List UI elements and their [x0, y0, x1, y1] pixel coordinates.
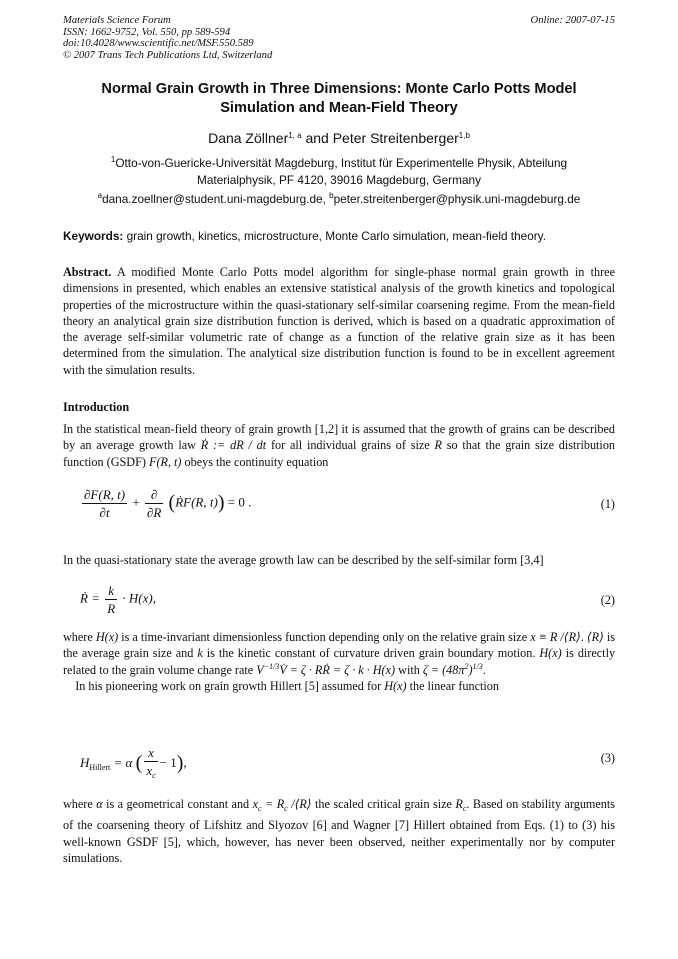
gsdf-symbol: F(R, t)	[149, 454, 182, 469]
equation-3: $H_{Hillert} = \alpha$ ( $\frac{x}{x_c}$ − 1),	[80, 744, 187, 784]
p5-xc-eq: = R	[265, 797, 285, 811]
p3-volume-rate-expr	[256, 663, 395, 677]
affiliation-line-2: Materialphysik, PF 4120, 39016 Magdeburg, Germany	[197, 172, 481, 187]
p5-rc-expr	[455, 797, 466, 811]
intro-paragraph-1	[63, 421, 615, 470]
author-and: and	[301, 130, 333, 146]
p3-text-d: is the average grain size and	[63, 630, 616, 661]
eq1-rhs: = 0 .	[227, 494, 252, 510]
p5-rc-sub: c	[284, 804, 288, 813]
journal-issn: ISSN: 1662-9752, Vol. 550, pp 589-594	[63, 26, 231, 38]
eq3-den-x: x	[146, 763, 153, 778]
email-b-sup: b	[329, 191, 334, 200]
p3-vol-exp: −1/3	[263, 661, 280, 671]
eq2-numerator: k	[105, 582, 117, 600]
affiliation-sup: 1	[110, 155, 116, 164]
eq2-lhs: Ṙ =	[80, 590, 100, 606]
p4-text-a: In his pioneering work on grain growth Hillert [5] assumed for	[75, 678, 382, 693]
p3-text-f: is directly related to the grain volume change rate	[63, 646, 616, 677]
intro-p1-text-a: In the statistical mean-field theory of grain growth [1,2] it is assumed that the growth of grains can be described by an average growth law	[63, 422, 615, 453]
p5-text-b: is a geometrical constant and	[106, 797, 250, 811]
p4-text-b: the linear function	[409, 678, 499, 693]
eq2-rhs: · H(x),	[122, 590, 156, 606]
p3-zeta-exp: 1/3	[472, 661, 483, 671]
eq3-minus: − 1	[159, 754, 177, 770]
p3-vol-2: V̇ = ζ · RṘ = ζ · k · H(x)	[279, 662, 396, 677]
p3-text-e: is the kinetic constant of curvature driven grain boundary motion.	[206, 646, 536, 661]
eq3-eq: = α	[113, 754, 133, 770]
intro-paragraph-4	[63, 796, 615, 866]
journal-doi: doi:10.4028/www.scientific.net/MSF.550.589	[63, 38, 254, 50]
equation-1: $\frac{\partial F(R, t)}{\partial t}$ + $\frac{\partial}{\partial R}$ (ṘF(R, t)) = 0 .	[84, 487, 252, 520]
equation-2-label: (2)	[600, 593, 615, 607]
email-a-sup: a	[97, 191, 103, 200]
eq3-fraction	[144, 744, 157, 784]
abstract-text: A modified Monte Carlo Potts model algorithm for single-phase normal grain growth in three dimensions in presented, which enables an extensive statistical analysis of the growth kinetics and topological properties of the microstructure within the quasi-stationary self-similar coarsening regime. From the mean-field theory an analytical grain size distribution function is derived, which is based on a quadratic approximation of the average self-similar volumetric rate of change as a function of the relative grain size as it has been determined from the simulation. The analytical size distribution function is found to be in excellent agreement with the simulation results.	[63, 265, 615, 377]
eq3-numerator: x	[144, 744, 157, 762]
p4-H-symbol: H(x)	[384, 678, 407, 693]
equation-1-label: (1)	[600, 497, 615, 511]
eq1-denominator-1: ∂t	[99, 505, 110, 520]
p3-zeta-expr	[423, 663, 483, 677]
eq1-numerator-2: ∂	[145, 486, 163, 504]
p3-zeta-sq: 2	[464, 661, 469, 671]
online-date: Online: 2007-07-15	[530, 15, 615, 26]
p3-average-size: ⟨R⟩	[586, 630, 604, 644]
grain-size-symbol: R	[434, 438, 442, 453]
p5-text-c: the scaled critical grain size	[314, 797, 452, 811]
author-2-affiliation: 1,b	[458, 131, 470, 140]
p5-xc-expr	[253, 797, 312, 811]
p5-xc: x	[252, 797, 259, 811]
eq3-end: ,	[183, 754, 187, 770]
affiliation	[63, 155, 615, 188]
p3-with: with	[398, 662, 420, 677]
intro-paragraph-2: In the quasi-stationary state the average growth law can be described by the self-similar form [3,4]	[63, 553, 544, 567]
p3-end: .	[482, 662, 486, 677]
eq1-fraction-1	[82, 486, 127, 521]
intro-p1-text-d: obeys the continuity equation	[184, 454, 329, 469]
email-a: dana.zoellner@student.uni-magdeburg.de,	[102, 192, 326, 206]
equation-3-label: (3)	[600, 751, 615, 765]
email-b: peter.streitenberger@physik.uni-magdeburg.de	[333, 192, 581, 206]
p3-relative-size: x ≡ R /⟨R⟩	[530, 630, 581, 644]
intro-p1-text-c: so that the grain size distribution function (GSDF)	[63, 438, 616, 469]
eq1-body: ṘF(R, t)	[175, 494, 218, 510]
eq1-fraction-2	[145, 486, 163, 521]
journal-copyright: © 2007 Trans Tech Publications Ltd, Switzerland	[63, 49, 273, 61]
eq3-lhs-sub: Hillert	[89, 762, 111, 772]
eq3-den-sub: c	[152, 771, 156, 780]
p3-zeta-close: )	[468, 662, 473, 677]
author-1: Dana Zöllner	[208, 130, 289, 146]
section-heading-introduction: Introduction	[63, 400, 130, 414]
eq1-plus: +	[132, 494, 140, 510]
keywords	[63, 228, 615, 244]
eq1-denominator-2: ∂R	[146, 505, 162, 520]
p3-text-b: is a time-invariant dimensionless function depending only on the relative grain size	[121, 630, 528, 644]
author-2: Peter Streitenberger	[332, 130, 459, 146]
p5-text-a: where	[63, 797, 93, 811]
affiliation-line-1: Otto-von-Guericke-Universität Magdeburg, Institut für Experimentelle Physik, Abteilung	[115, 156, 568, 170]
author-list	[63, 129, 615, 147]
p3-zeta: ζ = (48π	[422, 662, 465, 677]
paper-title	[63, 80, 615, 117]
abstract	[63, 264, 615, 378]
title-line-1: Normal Grain Growth in Three Dimensions: Monte Carlo Potts Model	[101, 81, 577, 97]
abstract-label: Abstract.	[63, 265, 112, 279]
p5-alpha: α	[96, 797, 103, 811]
title-line-2: Simulation and Mean-Field Theory	[220, 99, 458, 116]
keywords-label: Keywords:	[63, 229, 124, 243]
p3-H-symbol: H(x)	[95, 630, 119, 644]
p5-rc2-sub: c	[462, 804, 467, 813]
p5-text-d: . Based on stability arguments of the coarsening theory of Lifshitz and Slyozov [6] and Wagner [7] Hillert obtained from Eqs. (1) to (3) his well-known GSDF [5], which, however, has never been observed, neither experimentally nor by computer simulations.	[63, 797, 616, 865]
eq1-numerator-1: ∂F(R, t)	[84, 487, 126, 502]
p3-vol: V	[256, 662, 264, 677]
email-list	[63, 191, 615, 207]
eq3-denominator	[144, 762, 157, 784]
journal-header	[63, 15, 615, 61]
intro-p1-text-b: for all individual grains of size	[270, 438, 430, 453]
p5-xc-sub: c	[258, 804, 262, 813]
intro-paragraph-3	[63, 629, 615, 694]
p3-text-c: .	[580, 630, 584, 644]
equation-2	[80, 582, 156, 617]
keywords-text: grain growth, kinetics, microstructure, Monte Carlo simulation, mean-field theory.	[123, 229, 546, 243]
p5-rc: R	[455, 797, 463, 811]
eq2-denominator: R	[107, 601, 116, 616]
author-1-affiliation: 1, a	[288, 131, 302, 140]
journal-name: Materials Science Forum	[63, 15, 171, 26]
eq3-lhs: H	[80, 754, 90, 770]
p3-H-symbol-2: H(x)	[539, 646, 562, 661]
p3-text-a: where	[63, 630, 93, 644]
p5-xc-rest: /⟨R⟩	[291, 797, 312, 811]
p3-k-symbol: k	[197, 646, 203, 661]
eq2-fraction	[105, 582, 117, 617]
growth-law-expr: Ṙ := dR / dt	[200, 438, 267, 453]
